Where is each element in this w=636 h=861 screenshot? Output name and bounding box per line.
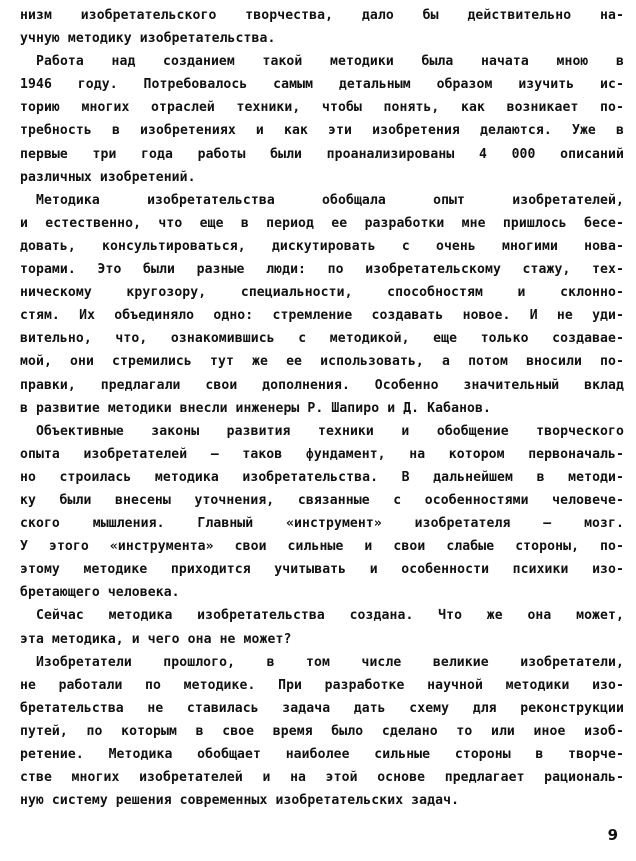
page-number: 9 [607, 826, 618, 844]
text-line: вительно, что, ознакомившись с методикой, еще только создавае- [20, 331, 624, 347]
text-line: торами. Это были разные люди: по изобретательскому стажу, тех- [20, 262, 624, 278]
paragraph-first-line: Изобретатели прошлого, в том числе великие изобретатели, [36, 654, 624, 670]
text-line: учную методику изобретательства. [20, 31, 276, 47]
text-line: ку были внесены уточнения, связанные с особенностями человече- [20, 492, 624, 508]
text-line: 1946 году. Потребовалось самым детальным образом изучить ис- [20, 77, 624, 93]
text-line: различных изобретений. [20, 169, 196, 185]
text-line: этому методике приходится учитывать и особенности психики изо- [20, 562, 624, 578]
text-line: низм изобретательского творчества, дало бы действительно на- [20, 8, 624, 23]
text-line: эта методика, и чего она не может? [20, 631, 292, 647]
text-line: опыта изобретателей — таков фундамент, на котором первоначаль- [20, 446, 624, 462]
paragraph-first-line: Методика изобретательства обобщала опыт изобретателей, [36, 192, 624, 208]
text-line: и естественно, что еще в период ее разработки мне пришлось бесе- [20, 215, 624, 231]
text-line: бретательства не ставилась задача дать схему для реконструкции [20, 700, 624, 716]
text-line: но строилась методика изобретательства. В дальнейшем в методи- [20, 469, 624, 485]
text-line: У этого «инструмента» свои сильные и свои слабые стороны, по- [20, 539, 624, 555]
text-line: путей, по которым в свое время было сделано то или иное изоб- [20, 723, 624, 739]
text-line: в развитие методики внесли инженеры Р. Шапиро и Д. Кабанов. [20, 400, 492, 416]
text-line: ную систему решения современных изобретательских задач. [20, 793, 460, 809]
text-line: ническому кругозору, специальности, способностям и склонно- [20, 285, 624, 301]
text-line: ретение. Методика обобщает наиболее сильные стороны в творче- [20, 747, 624, 762]
text-line: стве многих изобретателей и на этой основе предлагает рациональ- [20, 770, 624, 786]
text-line: мой, они стремились тут же ее использовать, а потом вносили по- [20, 354, 624, 370]
text-line: ского мышления. Главный «инструмент» изобретателя — мозг. [20, 516, 624, 532]
text-line: довать, консультироваться, дискутировать с очень многими нова- [20, 238, 624, 254]
paragraph-first-line: Объективные законы развития техники и обобщение творческого [36, 423, 624, 439]
paragraph-first-line: Работа над созданием такой методики была начата мною в [36, 54, 624, 70]
text-line: бретающего человека. [20, 585, 180, 601]
text-line: правки, предлагали свои дополнения. Особенно значительный вклад [20, 377, 624, 393]
text-line: первые три года работы были проанализированы 4 000 описаний [20, 146, 624, 162]
paragraph-first-line: Сейчас методика изобретательства создана. Что же она может, [36, 608, 624, 624]
text-line: стям. Их объединяло одно: стремление создавать новое. И не уди- [20, 308, 624, 324]
body-text [20, 4, 624, 812]
text-line: требность в изобретениях и как эти изобретения делаются. Уже в [20, 123, 624, 139]
text-line: торию многих отраслей техники, чтобы понять, как возникает по- [20, 100, 624, 116]
text-line: не работали по методике. При разработке научной методики изо- [20, 677, 624, 693]
